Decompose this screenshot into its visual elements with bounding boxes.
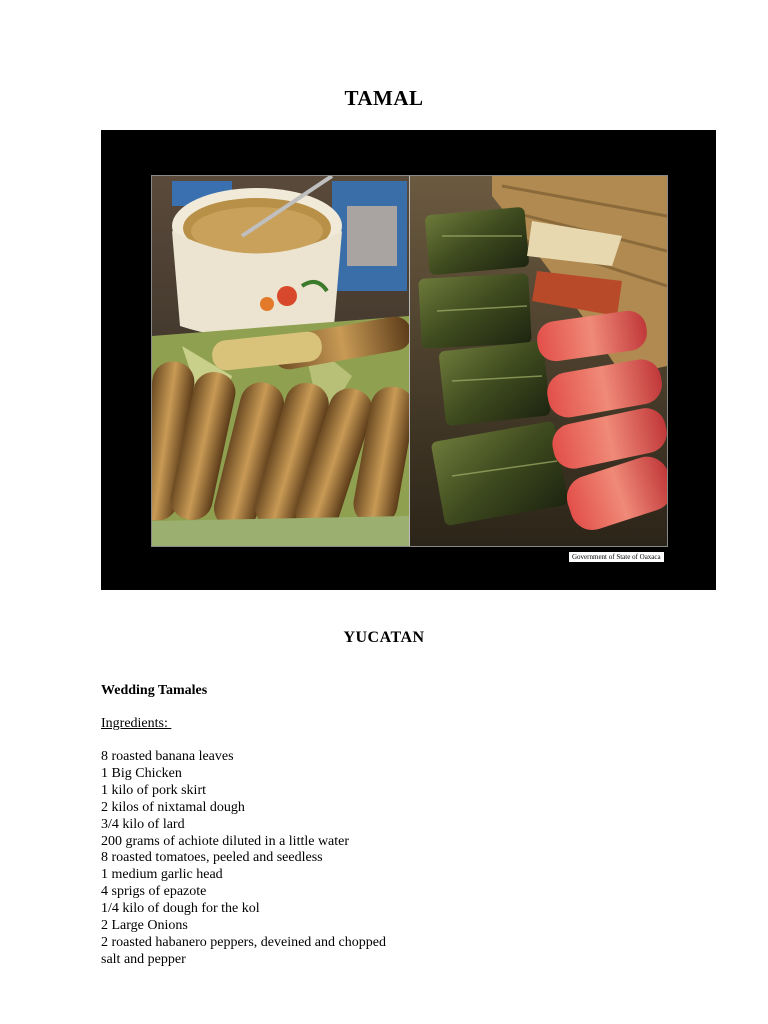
- ingredient-item: 1 medium garlic head: [101, 867, 223, 883]
- right-panel: [410, 176, 667, 546]
- photo-credit: Government of State of Oaxaca: [569, 552, 664, 562]
- ingredient-list: [101, 749, 386, 969]
- recipe-title: Wedding Tamales: [101, 683, 208, 698]
- region-heading: YUCATAN: [343, 629, 425, 646]
- ingredient-item: 2 roasted habanero peppers, deveined and chopped: [101, 934, 386, 950]
- ingredient-item: 2 kilos of nixtamal dough: [101, 799, 245, 815]
- ingredient-item: 200 grams of achiote diluted in a little water: [101, 833, 350, 849]
- ingredient-item: 3/4 kilo of lard: [101, 816, 185, 832]
- ingredient-item: 8 roasted banana leaves: [101, 749, 234, 764]
- ingredient-item: salt and pepper: [101, 951, 186, 967]
- ingredient-item: 1 kilo of pork skirt: [101, 782, 206, 798]
- photo-illustration: [152, 176, 667, 546]
- ingredient-item: 1/4 kilo of dough for the kol: [101, 901, 260, 917]
- ingredient-item: 8 roasted tomatoes, peeled and seedless: [101, 850, 323, 866]
- tamal-photo: [151, 175, 668, 547]
- ingredient-item: 4 sprigs of epazote: [101, 884, 207, 900]
- page-title: TAMAL: [344, 86, 424, 110]
- ingredient-item: 1 Big Chicken: [101, 765, 182, 781]
- left-panel: [152, 176, 418, 546]
- ingredient-item: 2 Large Onions: [101, 918, 188, 934]
- photo-frame: [101, 130, 716, 590]
- ingredients-heading: Ingredients:: [101, 716, 172, 731]
